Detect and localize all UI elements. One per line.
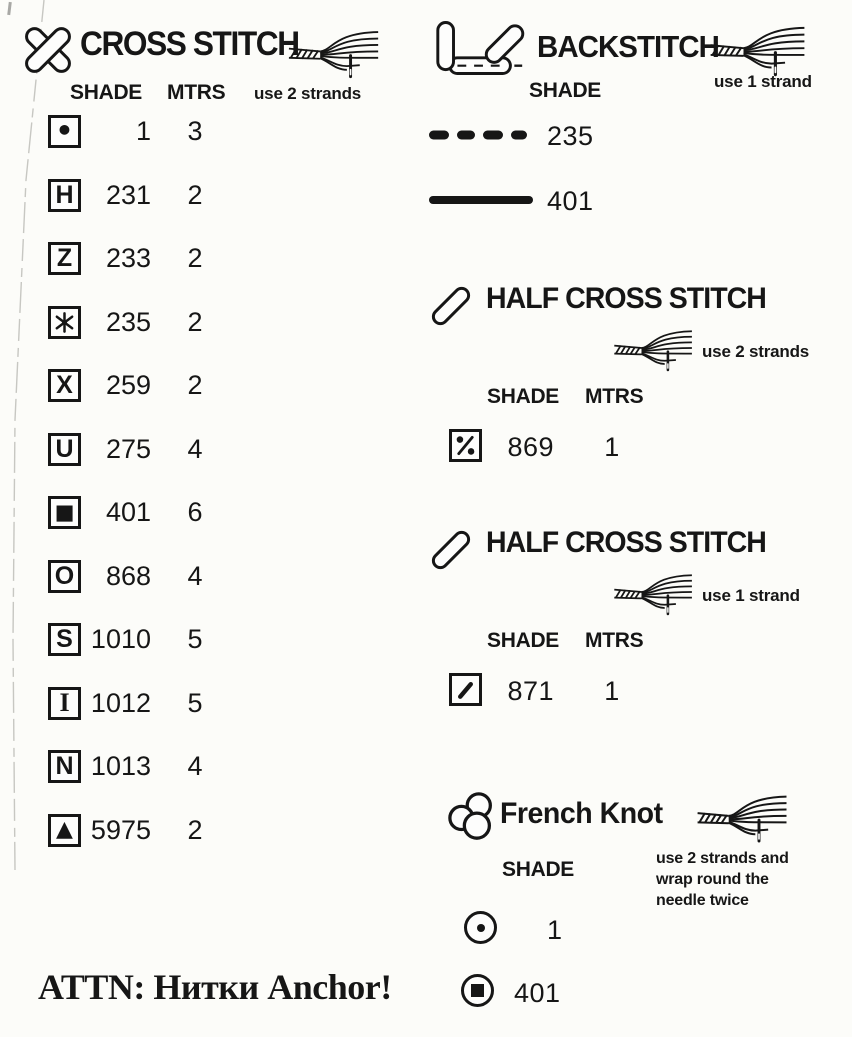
french-knot-title: French Knot (500, 797, 663, 830)
cross-stitch-row (48, 368, 223, 402)
cross-stitch-row (48, 178, 223, 212)
backstitch-row (428, 130, 538, 140)
mtrs-value: 2 (187, 369, 203, 400)
letter-s-symbol: S (56, 624, 73, 653)
shade-value: 869 (507, 432, 554, 462)
symbol-box (48, 750, 81, 783)
solid-line-sample (428, 195, 538, 205)
shade-column-header: SHADE (502, 858, 575, 881)
dot (477, 924, 485, 932)
shade-value: 1012 (90, 687, 151, 718)
cross-stitch-row (48, 241, 223, 275)
floss-strands-icon (690, 793, 795, 848)
symbol-box (48, 687, 81, 720)
floss-strands-icon (606, 572, 701, 620)
shade-value: 231 (105, 179, 151, 210)
shade-column-header: SHADE (70, 81, 143, 104)
symbol-box (48, 814, 81, 847)
shade-value: 235 (547, 121, 594, 151)
dashed-line-sample (428, 130, 538, 140)
shade-value: 259 (105, 369, 151, 400)
french-knot-icon (447, 789, 499, 845)
attn-note: ATTN: Нитки Anchor! (38, 967, 392, 1007)
mtrs-value: 1 (604, 432, 620, 462)
mtrs-value: 2 (187, 306, 203, 337)
shade-column-header: SHADE (487, 385, 560, 408)
shade-column-header: SHADE (529, 79, 602, 102)
letter-z-symbol: Z (56, 243, 73, 272)
cross-stitch-icon (16, 19, 80, 81)
filled-triangle-symbol: ▲ (56, 817, 73, 842)
cross-stitch-row (48, 559, 223, 593)
mtrs-value: 3 (187, 115, 203, 146)
shade-value: 1 (135, 115, 151, 146)
circle-o-symbol: O (54, 561, 75, 590)
half-cross-stitch-title: HALF CROSS STITCH (486, 526, 766, 559)
symbol-box (48, 369, 81, 402)
percent-symbol-icon (454, 434, 477, 457)
shade-value: 235 (105, 306, 151, 337)
cross-stitch-row (48, 432, 223, 466)
shade-value: 401 (105, 496, 151, 527)
symbol-box (48, 623, 81, 656)
strands-note: use 2 strands (254, 84, 362, 103)
backstitch-row (428, 195, 538, 205)
cross-stitch-row (48, 622, 223, 656)
mtrs-column-header: MTRS (585, 629, 644, 652)
symbol-box (449, 429, 482, 462)
french-knot-strands-note: use 2 strands and wrap round the needle twice (656, 850, 789, 909)
cross-stitch-row (48, 686, 223, 720)
mtrs-value: 6 (187, 496, 203, 527)
cross-stitch-row (48, 305, 223, 339)
half-cross-stitch-section-1 (420, 276, 840, 491)
cross-stitch-title: CROSS STITCH (80, 25, 299, 63)
mtrs-value: 5 (187, 687, 203, 718)
half-cross-stitch-section-2 (420, 520, 840, 735)
symbol-box (48, 242, 81, 275)
symbol-box (48, 306, 81, 339)
letter-x-symbol: X (56, 370, 73, 399)
mtrs-value: 2 (187, 242, 203, 273)
cross-stitch-row (48, 813, 223, 847)
cross-stitch-row (48, 749, 223, 783)
half-cross-stitch-icon (422, 278, 480, 334)
mtrs-value: 2 (187, 814, 203, 845)
shade-value: 1013 (90, 750, 151, 781)
shade-value: 401 (514, 978, 561, 1008)
circled-dot-symbol (464, 911, 497, 944)
floss-strands-icon (606, 328, 701, 376)
mtrs-value: 1 (604, 676, 620, 706)
mtrs-value: 4 (187, 560, 203, 591)
square (471, 984, 484, 997)
mtrs-value: 4 (187, 750, 203, 781)
shade-value: 401 (547, 186, 594, 216)
letter-n-symbol: N (55, 751, 74, 780)
shade-value: 868 (105, 560, 151, 591)
shade-value: 5975 (90, 814, 151, 845)
mtrs-value: 5 (187, 623, 203, 654)
backstitch-icon (428, 16, 532, 82)
shade-value: 275 (105, 433, 151, 464)
mtrs-value: 4 (187, 433, 203, 464)
symbol-box (449, 673, 482, 706)
cross-stitch-row (48, 114, 223, 148)
half-cross-stitch-icon (422, 522, 480, 578)
symbol-box (48, 115, 81, 148)
mtrs-column-header: MTRS (585, 385, 644, 408)
letter-u-symbol: U (55, 434, 74, 463)
eight-spoke-asterisk-icon (53, 311, 76, 334)
cross-stitch-row (48, 495, 223, 529)
shade-value: 1010 (90, 623, 151, 654)
symbol-box (48, 179, 81, 212)
shade-column-header: SHADE (487, 629, 560, 652)
strands-note: use 1 strand (702, 586, 800, 605)
shade-value: 871 (507, 676, 554, 706)
mtrs-value: 2 (187, 179, 203, 210)
dot-symbol: • (55, 114, 74, 147)
scan-speck (7, 2, 12, 15)
backstitch-title: BACKSTITCH (537, 29, 719, 64)
symbol-box (48, 433, 81, 466)
symbol-box (48, 560, 81, 593)
strands-note: use 1 strand (714, 72, 812, 91)
floss-strands-icon (288, 27, 380, 85)
strands-note: use 2 strands (702, 342, 810, 361)
shade-value: 233 (105, 242, 151, 273)
serif-i-symbol: I (59, 688, 70, 717)
heavy-slash-icon (454, 678, 477, 701)
half-cross-stitch-title: HALF CROSS STITCH (486, 282, 766, 315)
letter-h-symbol: H (55, 180, 74, 209)
mtrs-column-header: MTRS (167, 81, 226, 104)
filled-square-symbol: ■ (54, 499, 75, 524)
shade-value: 1 (547, 915, 563, 945)
symbol-box (48, 496, 81, 529)
circled-square-symbol (461, 974, 494, 1007)
